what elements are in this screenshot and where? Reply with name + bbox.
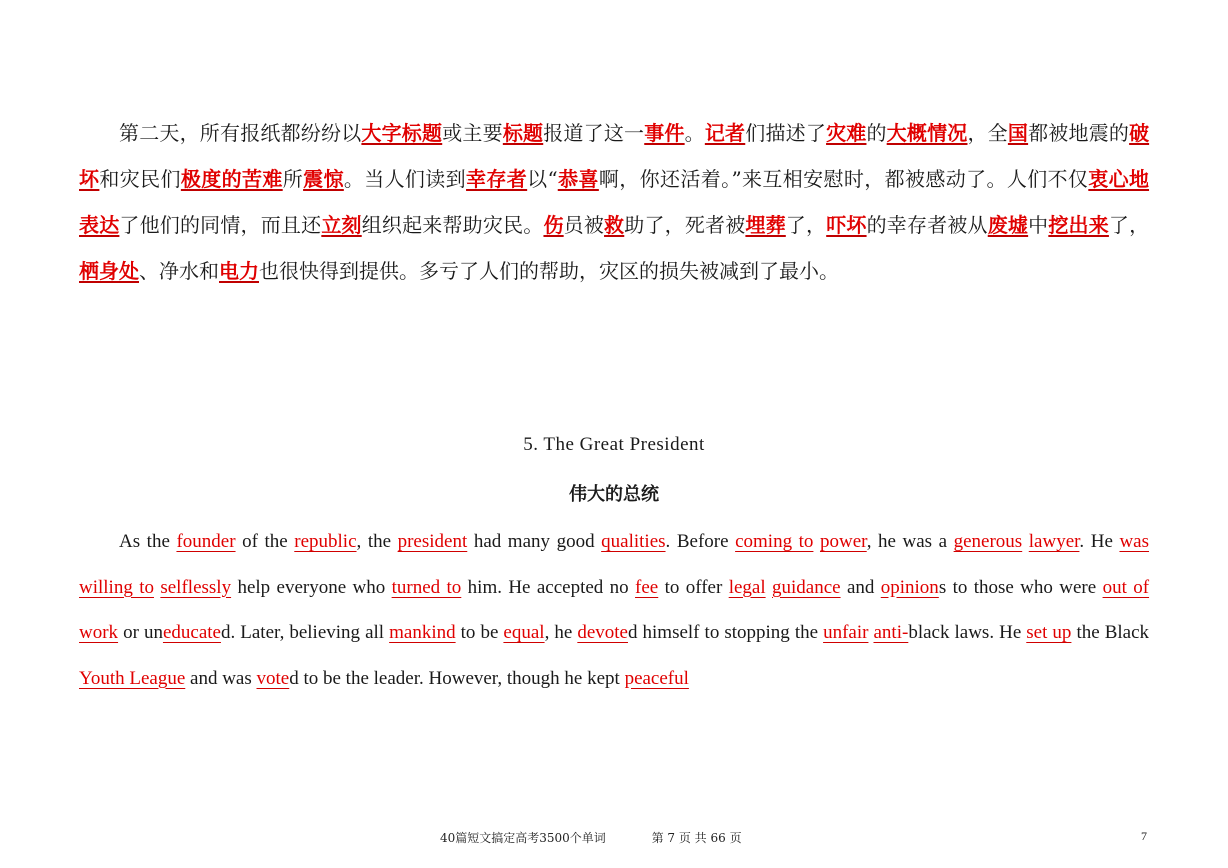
text-run: . He bbox=[1079, 531, 1120, 552]
text-run: d to be the leader. However, though he kept bbox=[289, 667, 625, 689]
text-run: 都被地震的 bbox=[1028, 121, 1130, 145]
text-run: 的 bbox=[866, 121, 887, 145]
vocab-keyword: set up bbox=[1026, 622, 1072, 643]
vocab-keyword: 震惊 bbox=[303, 167, 344, 191]
text-run: , he bbox=[544, 622, 578, 643]
vocab-keyword: 大字标题 bbox=[361, 121, 443, 145]
vocab-keyword: anti- bbox=[873, 622, 909, 643]
text-run: 和灾民们 bbox=[99, 167, 181, 191]
vocab-keyword: legal bbox=[728, 576, 766, 598]
text-run: . Before bbox=[665, 531, 736, 552]
text-run: , he was a bbox=[866, 531, 954, 552]
footer-book-title: 40篇短文搞定高考3500个单词 bbox=[440, 831, 606, 845]
vocab-keyword: 国 bbox=[1007, 121, 1029, 145]
text-run: 所 bbox=[282, 167, 304, 191]
vocab-keyword: coming to bbox=[735, 531, 814, 552]
vocab-keyword: vote bbox=[256, 667, 290, 689]
vocab-keyword: 栖身处 bbox=[79, 259, 139, 283]
footer-page-number: 7 bbox=[1141, 829, 1147, 843]
text-run: 们描述了 bbox=[745, 121, 827, 145]
text-run: to be bbox=[455, 622, 504, 643]
vocab-keyword: 吓坏 bbox=[826, 213, 867, 237]
vocab-keyword: out of work bbox=[79, 576, 1150, 643]
text-run: s to those who were bbox=[938, 576, 1103, 598]
text-run: 了他们的同情，而且还 bbox=[119, 213, 322, 237]
vocab-keyword: founder bbox=[176, 531, 236, 552]
text-run: had many good bbox=[467, 531, 602, 552]
text-run: of the bbox=[235, 531, 295, 552]
text-run: d himself to stopping the bbox=[627, 622, 824, 643]
text-run: 。当人们读到 bbox=[343, 167, 467, 191]
vocab-keyword: educate bbox=[162, 622, 221, 643]
text-run: him. He accepted no bbox=[461, 576, 636, 598]
text-run: 啊，你还活着。”来互相安慰时，都被感动了。人们不仅 bbox=[598, 167, 1089, 191]
vocab-keyword: was willing to bbox=[79, 531, 1150, 598]
vocab-keyword: 埋葬 bbox=[745, 213, 786, 237]
text-run: 中 bbox=[1028, 213, 1049, 237]
text-run: 第二天，所有报纸都纷纷以 bbox=[119, 121, 362, 145]
vocab-keyword: equal bbox=[503, 622, 545, 643]
vocab-keyword: 挖出来 bbox=[1048, 213, 1109, 237]
text-run: 也很快得到提供。多亏了人们的帮助，灾区的损失被减到了最小。 bbox=[259, 259, 839, 283]
text-run: d. Later, believing all bbox=[220, 622, 390, 643]
text-run: 助了，死者被 bbox=[624, 213, 746, 237]
vocab-keyword: 衷心地表达 bbox=[79, 167, 1150, 237]
vocab-keyword: republic bbox=[294, 531, 357, 552]
text-run: 报道了这一 bbox=[543, 121, 645, 145]
text-run: ，全 bbox=[967, 121, 1008, 145]
vocab-keyword: 记者 bbox=[704, 121, 746, 145]
vocab-keyword: power bbox=[819, 531, 867, 552]
vocab-keyword: devote bbox=[577, 622, 628, 643]
vocab-keyword: guidance bbox=[772, 576, 841, 598]
text-run: 了， bbox=[1108, 213, 1150, 237]
english-paragraph bbox=[79, 519, 1149, 701]
vocab-keyword: qualities bbox=[601, 531, 666, 552]
vocab-keyword: 大概情况 bbox=[886, 121, 968, 145]
text-run: and bbox=[840, 576, 881, 598]
text-run: the Black bbox=[1071, 622, 1150, 643]
text-run: 。 bbox=[684, 121, 705, 145]
text-run: 或主要 bbox=[442, 121, 503, 145]
text-run: 组织起来帮助灾民。 bbox=[361, 213, 544, 237]
text-run: 、净水和 bbox=[139, 259, 219, 283]
vocab-keyword: 立刻 bbox=[321, 213, 362, 237]
vocab-keyword: 极度的苦难 bbox=[180, 167, 283, 191]
vocab-keyword: 恭喜 bbox=[557, 167, 599, 191]
vocab-keyword: 灾难 bbox=[826, 121, 867, 145]
vocab-keyword: 标题 bbox=[502, 121, 544, 145]
vocab-keyword: 幸存者 bbox=[466, 167, 528, 191]
vocab-keyword: turned to bbox=[391, 576, 462, 598]
chinese-paragraph bbox=[79, 110, 1149, 294]
vocab-keyword: peaceful bbox=[624, 667, 689, 689]
vocab-keyword: selflessly bbox=[160, 576, 232, 598]
vocab-keyword: unfair bbox=[823, 622, 869, 643]
text-run: As the bbox=[119, 531, 177, 552]
vocab-keyword: generous bbox=[953, 531, 1023, 552]
section-title-chinese: 伟大的总统 bbox=[569, 484, 659, 505]
text-run: to offer bbox=[658, 576, 729, 598]
footer-book-info bbox=[440, 829, 742, 846]
vocab-keyword: lawyer bbox=[1028, 531, 1080, 552]
vocab-keyword: 破坏 bbox=[79, 121, 1150, 191]
vocab-keyword: 救 bbox=[604, 213, 625, 237]
text-run: 以“ bbox=[527, 167, 558, 191]
text-run: black laws. He bbox=[908, 622, 1027, 643]
vocab-keyword: 伤 bbox=[543, 213, 564, 237]
text-run: or un bbox=[118, 622, 163, 643]
text-run: and was bbox=[185, 667, 257, 689]
vocab-keyword: Youth League bbox=[79, 667, 186, 689]
vocab-keyword: 电力 bbox=[219, 259, 259, 283]
text-run: 的幸存者被从 bbox=[866, 213, 988, 237]
vocab-keyword: president bbox=[397, 531, 468, 552]
vocab-keyword: fee bbox=[635, 576, 659, 598]
vocab-keyword: 废墟 bbox=[987, 213, 1029, 237]
text-run: , the bbox=[356, 531, 398, 552]
text-run: 员被 bbox=[563, 213, 605, 237]
vocab-keyword: 事件 bbox=[644, 121, 685, 145]
section-title-english: 5. The Great President bbox=[523, 434, 705, 455]
footer-page-info: 第 7 页 共 66 页 bbox=[651, 831, 742, 845]
vocab-keyword: mankind bbox=[389, 622, 456, 643]
vocab-keyword: opinion bbox=[880, 576, 939, 598]
text-run: help everyone who bbox=[231, 576, 392, 598]
text-run: 了， bbox=[785, 213, 827, 237]
